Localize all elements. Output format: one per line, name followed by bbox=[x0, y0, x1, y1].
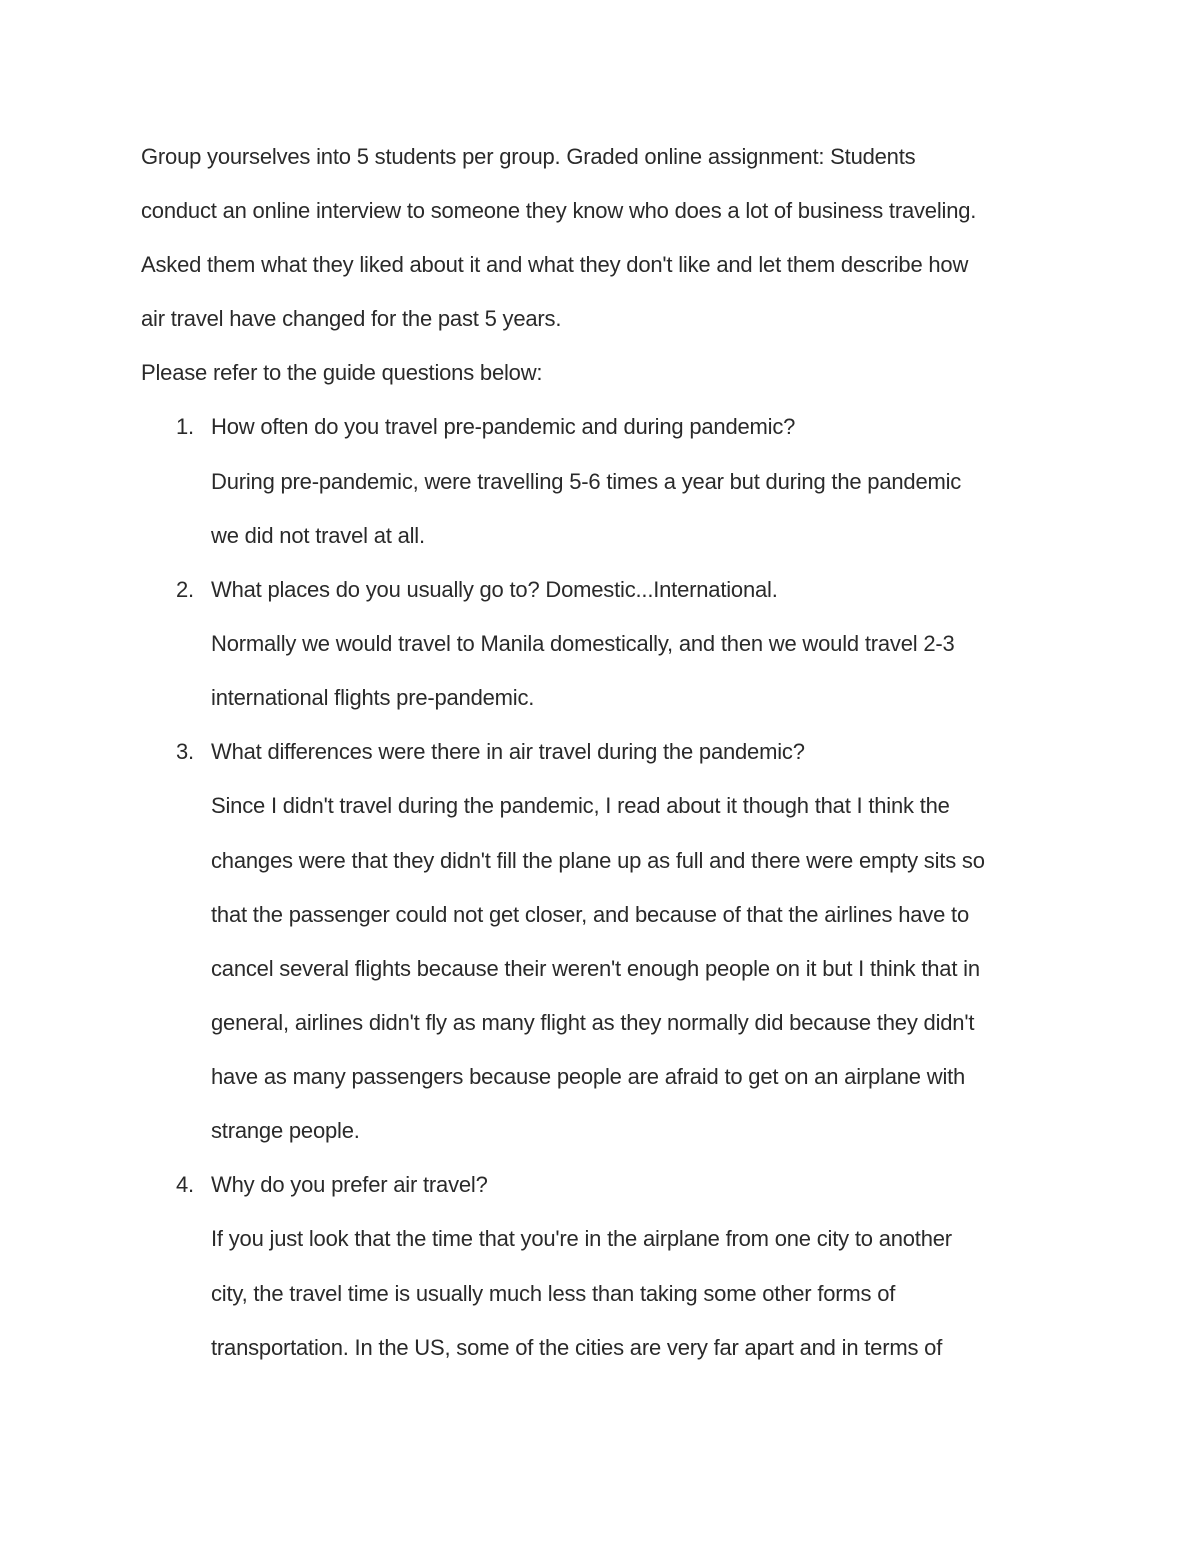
question-text: Why do you prefer air travel? bbox=[211, 1172, 488, 1197]
guide-intro: Please refer to the guide questions below: bbox=[141, 360, 543, 385]
answer-line: During pre-pandemic, were travelling 5-6 times a year but during the pandemic bbox=[211, 469, 962, 494]
question-number: 2. bbox=[176, 577, 194, 602]
answer-line: Normally we would travel to Manila domestically, and then we would travel 2-3 bbox=[211, 631, 955, 656]
answer-line: general, airlines didn't fly as many flight as they normally did because they didn't bbox=[211, 1010, 975, 1035]
question-number: 1. bbox=[176, 414, 194, 439]
intro-line: Asked them what they liked about it and what they don't like and let them describe how bbox=[141, 252, 969, 277]
answer-line: Since I didn't travel during the pandemic, I read about it though that I think the bbox=[211, 793, 950, 818]
question-number: 4. bbox=[176, 1172, 194, 1197]
intro-line: air travel have changed for the past 5 years. bbox=[141, 306, 562, 331]
answer-line: strange people. bbox=[211, 1118, 360, 1143]
question-number: 3. bbox=[176, 739, 194, 764]
answer-line: changes were that they didn't fill the plane up as full and there were empty sits so bbox=[211, 848, 985, 873]
intro-line: conduct an online interview to someone they know who does a lot of business traveling. bbox=[141, 198, 977, 223]
intro-line: Group yourselves into 5 students per group. Graded online assignment: Students bbox=[141, 144, 916, 169]
question-text: What differences were there in air travel during the pandemic? bbox=[211, 739, 805, 764]
question-text: How often do you travel pre-pandemic and during pandemic? bbox=[211, 414, 796, 439]
answer-line: transportation. In the US, some of the cities are very far apart and in terms of bbox=[211, 1335, 943, 1360]
answer-line: If you just look that the time that you're in the airplane from one city to another bbox=[211, 1226, 952, 1251]
question-text: What places do you usually go to? Domestic...International. bbox=[211, 577, 778, 602]
answer-line: that the passenger could not get closer, and because of that the airlines have to bbox=[211, 902, 969, 927]
answer-line: we did not travel at all. bbox=[211, 523, 425, 548]
answer-line: international flights pre-pandemic. bbox=[211, 685, 535, 710]
answer-line: cancel several flights because their weren't enough people on it but I think that in bbox=[211, 956, 980, 981]
answer-line: have as many passengers because people are afraid to get on an airplane with bbox=[211, 1064, 966, 1089]
answer-line: city, the travel time is usually much less than taking some other forms of bbox=[211, 1281, 896, 1306]
